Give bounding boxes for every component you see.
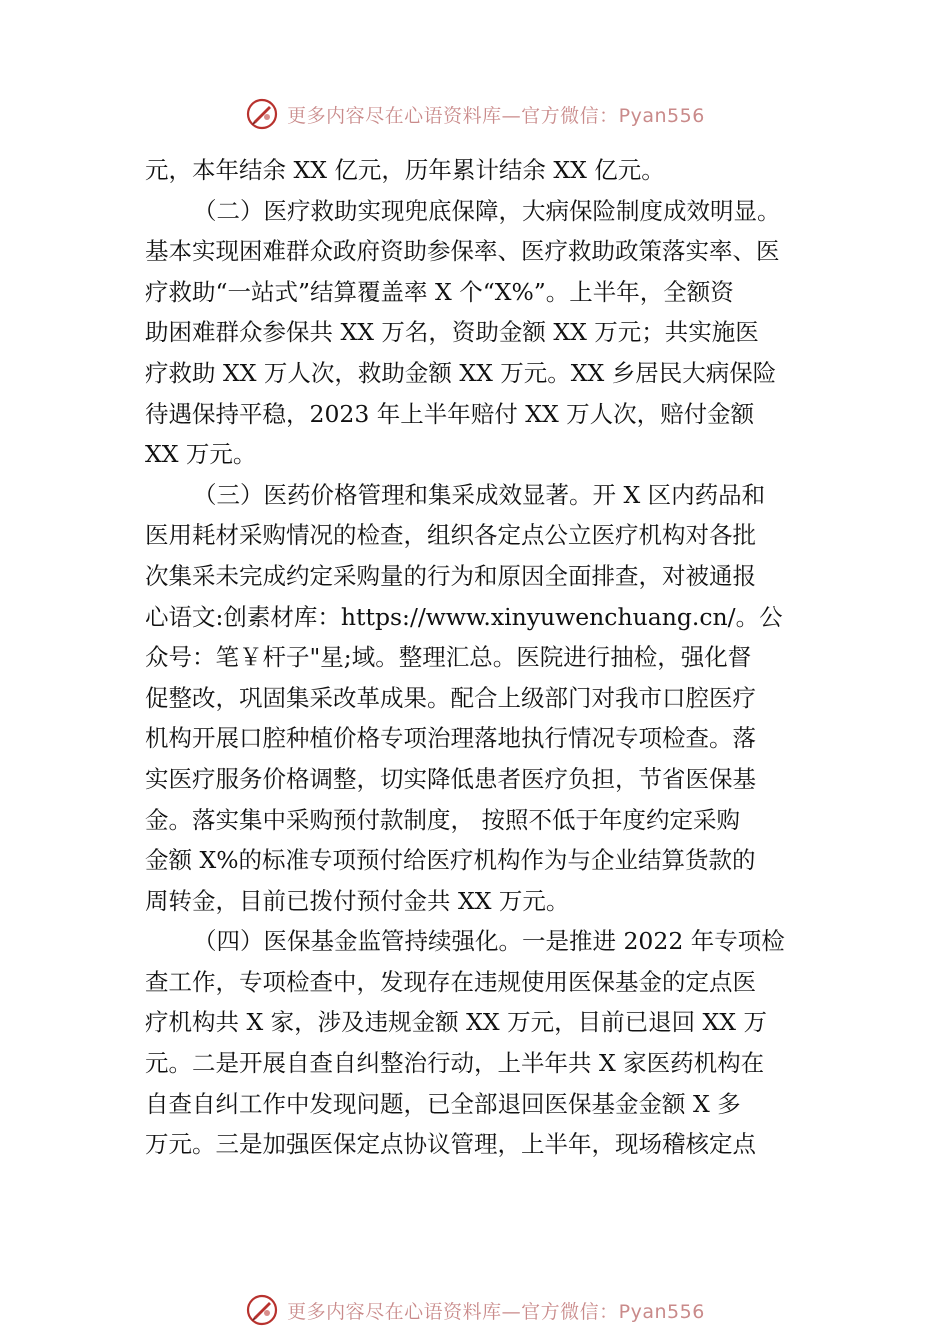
text-line: 待遇保持平稳，2023 年上半年赔付 XX 万人次，赔付金额 <box>145 399 755 428</box>
text-line: （四）医保基金监管持续强化。一是推进 2022 年专项检 <box>193 927 785 956</box>
footer-watermark-wechat: 官方微信：Pyan556 <box>521 1300 705 1323</box>
text-line: 金额 X%的标准专项预付给医疗机构作为与企业结算货款的 <box>145 846 756 875</box>
text-line: 元，本年结余 XX 亿元，历年累计结余 XX 亿元。 <box>145 156 665 184</box>
footer-watermark-sep: — <box>501 1300 522 1323</box>
header-watermark-main: 更多内容尽在心语资料库 <box>287 104 502 127</box>
text-line: （三）医药价格管理和集采成效显著。开 X 区内药品和 <box>193 480 766 509</box>
text-line: 机构开展口腔种植价格专项治理落地执行情况专项检查。落 <box>145 724 756 753</box>
text-line: 周转金，目前已拨付预付金共 XX 万元。 <box>145 886 570 915</box>
text-line: 疗救助“一站式”结算覆盖率 X 个“X%”。上半年，全额资 <box>145 277 734 306</box>
text-line: 疗救助 XX 万人次，救助金额 XX 万元。XX 乡居民大病保险 <box>145 358 777 387</box>
text-line: 疗机构共 X 家，涉及违规金额 XX 万元，目前已退回 XX 万 <box>145 1008 767 1037</box>
text-line: 金。落实集中采购预付款制度， 按照不低于年度约定采购 <box>145 805 740 834</box>
text-line: （二）医疗救助实现兜底保障，大病保险制度成效明显。 <box>193 196 781 225</box>
text-line: 实医疗服务价格调整，切实降低患者医疗负担，节省医保基 <box>145 764 756 793</box>
footer-watermark <box>0 1290 950 1330</box>
text-line: 助困难群众参保共 XX 万名，资助金额 XX 万元；共实施医 <box>145 318 759 347</box>
text-line: 促整改，巩固集采改革成果。配合上级部门对我市口腔医疗 <box>145 683 756 712</box>
text-line: 次集采未完成约定采购量的行为和原因全面排查，对被通报 <box>145 561 756 590</box>
text-line: 基本实现困难群众政府资助参保率、医疗救助政策落实率、医 <box>145 237 780 266</box>
text-line: 医用耗材采购情况的检查，组织各定点公立医疗机构对各批 <box>145 521 756 550</box>
text-line: 心语文:创素材库：https://www.xinyuwenchuang.cn/。公 <box>145 602 783 631</box>
header-watermark <box>0 94 950 134</box>
header-watermark-wechat: 官方微信：Pyan556 <box>521 104 705 127</box>
text-line: 万元。三是加强医保定点协议管理，上半年，现场稽核定点 <box>145 1130 756 1159</box>
footer-watermark-main: 更多内容尽在心语资料库 <box>287 1300 502 1323</box>
header-watermark-sep: — <box>501 104 522 127</box>
document-body <box>145 150 815 1165</box>
pen-logo-icon <box>245 97 279 131</box>
text-line: 众号：笔￥杆子"星;域。整理汇总。医院进行抽检，强化督 <box>145 643 752 672</box>
text-line: 元。二是开展自查自纠整治行动，上半年共 X 家医药机构在 <box>145 1049 765 1078</box>
text-line: XX 万元。 <box>145 440 257 469</box>
text-line: 查工作，专项检查中，发现存在违规使用医保基金的定点医 <box>145 967 756 996</box>
text-line: 自查自纠工作中发现问题，已全部退回医保基金金额 X 多 <box>145 1089 741 1118</box>
pen-logo-icon <box>245 1293 279 1327</box>
